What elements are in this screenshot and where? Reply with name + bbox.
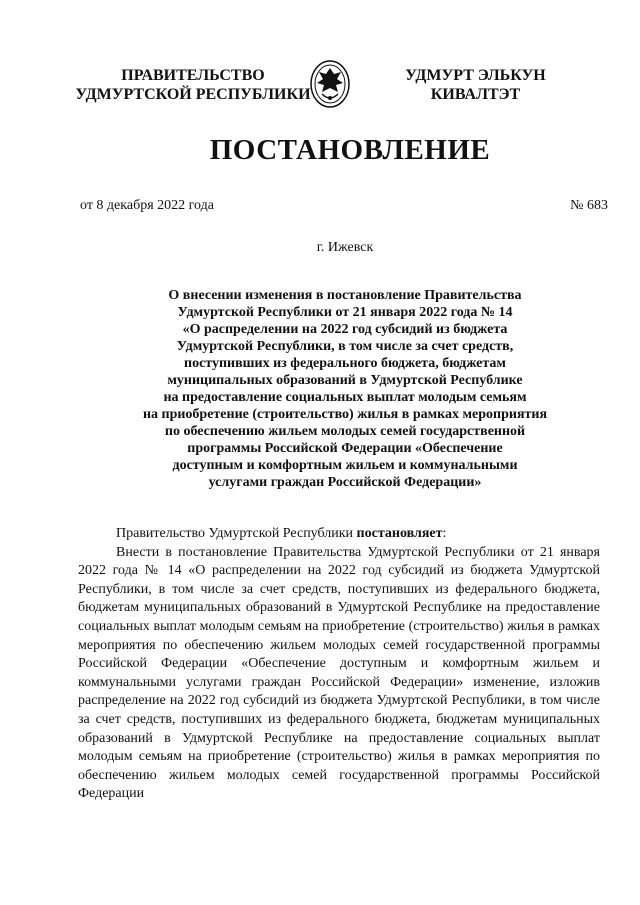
subject-line: услугами граждан Российской Федерации»: [208, 475, 482, 490]
issuer-udmurt-line-1: УДМУРТ ЭЛЬКУН: [405, 67, 546, 84]
subject-line: на предоставление социальных выплат молодым семьям: [163, 390, 527, 405]
document-number: № 683: [570, 198, 608, 213]
document-body: [78, 525, 600, 804]
issuer-name-udmurt: [388, 66, 563, 104]
intro-colon: :: [442, 526, 447, 541]
udmurt-coat-of-arms-icon: [308, 58, 352, 110]
subject-line: поступивших из федерального бюджета, бюджетам: [184, 356, 506, 371]
document-subject: [100, 287, 590, 491]
subject-line: «О распределении на 2022 год субсидий из бюджета: [182, 322, 508, 337]
subject-line: программы Российской Федерации «Обеспечение: [187, 441, 503, 456]
subject-line: на приобретение (строительство) жилья в рамках мероприятия: [142, 407, 548, 422]
subject-line: Удмуртской Республики, в том числе за счет средств,: [176, 339, 514, 354]
document-city: г. Ижевск: [316, 240, 374, 255]
document-date: от 8 декабря 2022 года: [80, 198, 214, 213]
issuer-line-2: УДМУРТСКОЙ РЕСПУБЛИКИ: [75, 86, 311, 103]
issuer-name-russian: [68, 66, 318, 104]
subject-line: по обеспечению жильем молодых семей государственной: [164, 424, 526, 439]
issuer-udmurt-line-2: КИВАЛТЭТ: [430, 86, 521, 103]
intro-paragraph: [78, 525, 600, 544]
subject-line: Удмуртской Республики от 21 января 2022 года № 14: [177, 305, 513, 320]
document-type-title: ПОСТАНОВЛЕНИЕ: [209, 134, 491, 166]
intro-verb: постановляет: [356, 526, 443, 541]
subject-line: О внесении изменения в постановление Правительства: [168, 288, 522, 303]
intro-text: Правительство Удмуртской Республики: [116, 526, 357, 541]
subject-line: доступным и комфортным жильем и коммунальными: [172, 458, 518, 473]
issuer-line-1: ПРАВИТЕЛЬСТВО: [121, 67, 265, 84]
subject-line: муниципальных образований в Удмуртской Республике: [167, 373, 523, 388]
body-paragraph: Внести в постановление Правительства Удмуртской Республики от 21 января 2022 года № 14 «О распределении на 2022 год субсидий из бюджета Удмуртской Республики, в том числе за счет средств, поступивших из федерального бюджета, бюджетам муниципальных образований в Удмуртской Республике на предоставление социальных выплат молодым семьям на приобретение (строительство) жилья в рамках мероприятия по обеспечению жильем молодых семей государственной программы Российской Федерации «Обеспечение доступным и комфортным жильем и коммунальными услугами граждан Российской Федерации» изменение, изложив распределение на 2022 год субсидий из бюджета Удмуртской Республики, в том числе за счет средств, поступивших из федерального бюджета, бюджетам муниципальных образований в Удмуртской Республике на предоставление социальных выплат молодым семьям на приобретение (строительство) жилья в рамках мероприятия по обеспечению жильем молодых семей государственной программы Российской Федерации: [78, 544, 600, 802]
